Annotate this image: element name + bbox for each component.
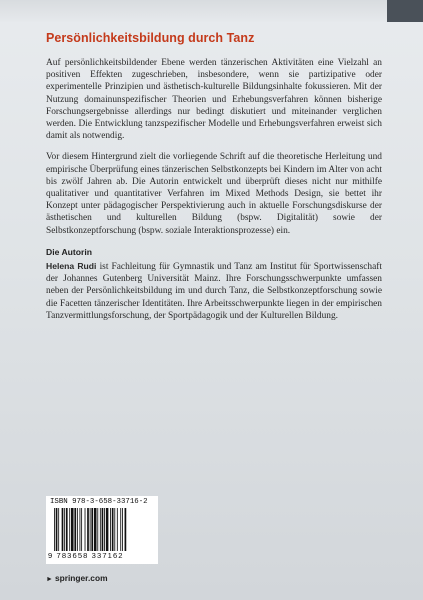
author-name: Helena Rudi [46, 261, 97, 272]
barcode-bar [81, 508, 82, 551]
book-title: Persönlichkeitsbildung durch Tanz [46, 31, 255, 45]
barcode-bar [90, 508, 91, 551]
barcode-bar [120, 508, 121, 551]
barcode-bar [62, 508, 64, 551]
barcode-bar [69, 508, 70, 551]
barcode-box [46, 496, 158, 564]
author-heading: Die Autorin [46, 246, 92, 257]
barcode-bar [100, 508, 101, 551]
publisher-url: springer.com [54, 573, 108, 583]
barcode-icon [54, 508, 152, 551]
arrow-icon: ► [46, 576, 53, 583]
barcode-bar [56, 508, 58, 551]
barcode-bar [91, 508, 93, 551]
barcode-bar [74, 508, 76, 551]
barcode-bar [122, 508, 123, 551]
top-band [0, 0, 423, 22]
barcode-digits: 9 783658 337162 [48, 551, 124, 560]
barcode-bar [106, 508, 109, 551]
isbn-text: ISBN 978-3-658-33716-2 [50, 498, 148, 506]
barcode-bar [102, 508, 104, 551]
barcode-bar [112, 508, 114, 551]
barcode-bar [114, 508, 115, 551]
barcode-bar [94, 508, 97, 551]
barcode-bar [77, 508, 78, 551]
barcode-bar [117, 508, 118, 551]
publisher-link[interactable] [46, 573, 108, 583]
barcode-bar [80, 508, 81, 551]
barcode-bar [85, 508, 86, 551]
barcode-bar [71, 508, 74, 551]
blurb-paragraph-1: Auf persönlichkeitsbildender Ebene werden tänzerischen Aktivitäten eine Vielzahl an positiven Effekten zugeschrieben, insbesondere, wenn sie partizipative oder experimentelle Prinzipien und ästhetisch-kulturelle Bildungsinhalte fokussieren. Mit der Nutzung domainunspezifischer Theorien und Erhebungsverfahren können bisherige Forschungsergebnisse allerdings nur bedingt diskutiert und miteinander verglichen werden. Die Entwicklung tanzspezifischer Modelle und Erhebungsverfahren erweist sich damit als notwendig. [46, 58, 382, 142]
author-bio [46, 260, 382, 322]
barcode-bar [66, 508, 68, 551]
blurb-paragraph-2: Vor diesem Hintergrund zielt die vorliegende Schrift auf die theoretische Herleitung und empirische Überprüfung eines tänzerischen Selbstkonzepts bei Kindern im Alter von acht bis zwölf Jahren ab. Die Autorin entwickelt und überprüft dieses nicht nur mithilfe qualitativer und quantitativer Verfahren im Mixed Methods Design, sie bettet ihr Konzept unter pädagogischer Perspektivierung auch in aktuelle Forschungsdiskurse der ästhetischen und kulturellen Bildung (bspw. Digitalität) sowie der Selbstkonzeptforschung (bspw. soziale Interaktionsprozesse) ein. [46, 152, 382, 236]
barcode-bar [87, 508, 89, 551]
spine-accent [387, 0, 423, 22]
barcode-bar [125, 508, 127, 551]
blurb [46, 57, 382, 331]
author-bio-text: ist Fachleitung für Gymnastik und Tanz am Institut für Sportwissenschaft der Johannes Gutenberg Universität Mainz. Ihre Forschungsschwerpunkte umfassen neben der Persönlichkeitsbildung im und durch Tanz, die Selbstkonzeptforschung sowie die Facetten tänzerischer Identitäten. Ihre Arbeitsschwerpunkte liegen in der empirischen Tanzvermittlungsforschung, der Sportpädagogik und der Kulturellen Bildung. [46, 262, 383, 321]
barcode-bar [54, 508, 55, 551]
barcode-bar [64, 508, 65, 551]
barcode-bar [58, 508, 59, 551]
barcode-bar [97, 508, 98, 551]
barcode-bar [104, 508, 105, 551]
barcode-bar [110, 508, 111, 551]
